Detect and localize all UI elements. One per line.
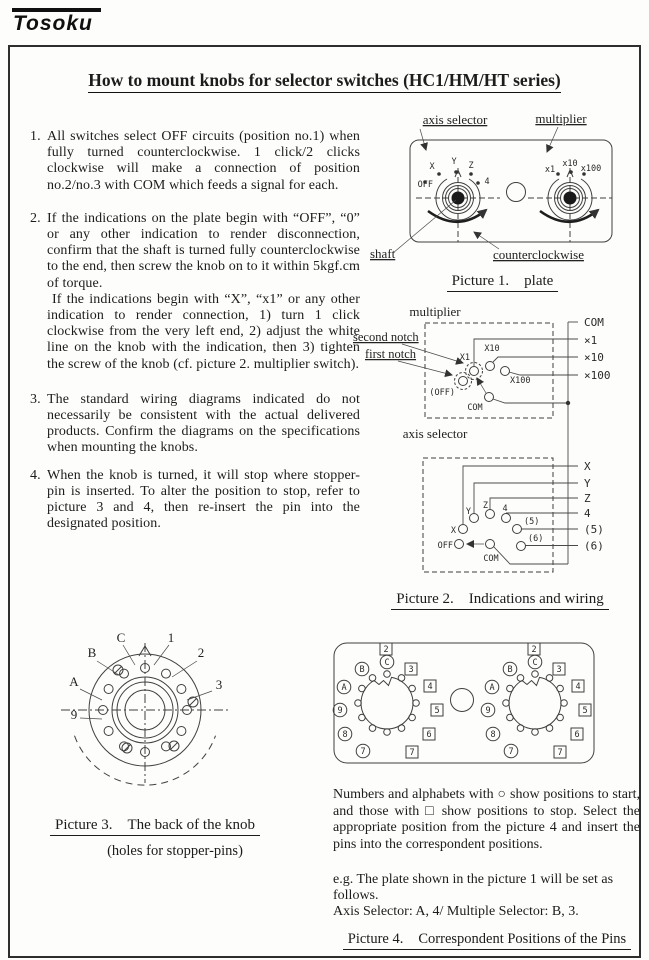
example-line: Axis Selector: A, 4/ Multiple Selector: B, 3. [333,904,579,920]
shaft-center [564,192,577,205]
start-position-markers [333,655,394,758]
contact-label: (OFF) [429,388,455,398]
contact-label: X10 [484,344,500,354]
shaft-label: shaft [370,246,396,261]
contact-label: (6) [528,534,544,544]
stop-position-label: 7 [557,748,563,758]
axis-position-label: Z [468,161,474,171]
picture2-wiring-diagram [340,300,645,588]
start-position-markers [481,655,542,758]
terminal-label: (6) [584,539,604,553]
axis-selector-label: axis selector [422,112,488,127]
instruction-item-4 [30,468,360,533]
stop-position-label: 5 [582,706,588,716]
contact-label: COM [483,554,499,564]
hole-label: 1 [167,630,175,645]
picture3-subcaption: (holes for stopper-pins) [107,843,243,859]
contact-x [459,525,468,534]
contact-6 [517,542,526,551]
contact-axis-com [486,540,495,549]
terminal-label: ×10 [584,351,604,364]
picture1-plate-diagram [360,106,645,266]
multiplier-label: multiplier [535,111,587,126]
instruction-text: If the indications begin with “X”, “x1” or any other indication to render connection, 1) turn 1 click clockwise from the very left end, 2) adjust the white line on the knob with the indication, then 3) tighten the screw of the knob (cf. picture 2. multiplier switch). [47,291,360,372]
stop-position-label: 2 [531,645,537,655]
instruction-list [30,129,360,532]
axis-selector-section-label: axis selector [402,426,468,441]
contact-label: X1 [459,353,470,363]
terminal-label: X [584,460,591,473]
counterclockwise-leader-arrow [474,232,499,249]
multiplier-section-label: multiplier [409,304,461,319]
stop-position-label: 3 [556,665,562,675]
page-title: How to mount knobs for selector switches (HC1/HM/HT series) [8,70,641,91]
contact-label: COM [467,403,483,413]
start-position-label: A [489,683,495,693]
terminal-label: 4 [584,507,591,520]
wire-x [463,466,578,524]
instruction-number: 4. [30,467,41,483]
pin-holes [503,671,568,736]
picture3-caption: Picture 3. The back of the knob [35,817,275,836]
second-notch-label: second notch [353,330,419,344]
contact-x1 [470,367,479,376]
picture1-caption: Picture 1. plate [360,273,645,292]
hole-label: C [116,630,126,645]
contact-label: 4 [502,504,508,514]
junction-dot [566,401,570,405]
instruction-item-1 [30,129,360,194]
stop-position-label: 4 [427,682,433,692]
example-note [333,872,640,921]
start-position-label: B [359,665,365,675]
picture4-caption: Picture 4. Correspondent Positions of the Pins [330,931,644,950]
stop-position-label: 6 [574,730,580,740]
start-position-label: 9 [485,706,491,716]
wire-x10 [493,357,578,362]
instruction-number: 1. [30,129,41,144]
contact-com [485,393,494,402]
plate-center-hole [507,183,526,202]
contact-label: Z [482,501,488,511]
multiplier-position-label: x100 [580,164,602,174]
stop-position-label: 6 [426,730,432,740]
start-position-label: 8 [490,730,496,740]
axis-position-label: Y [451,157,457,167]
multiplier-position-label: x1 [544,165,556,175]
terminal-label: Z [584,492,591,505]
lever-arrow [477,378,486,393]
hole-label: 2 [197,645,205,660]
pin-position-knob-left [333,643,443,758]
instruction-text: The standard wiring diagrams indicated do not necessarily be consistent with the actual delivered products. Confirm the diagrams on the specifications when mounting the knobs. [47,391,360,456]
start-position-label: 7 [360,747,366,757]
contact-label: Y [465,507,471,517]
contact-axis-off [455,540,464,549]
picture4-pin-positions-diagram [332,641,598,767]
instruction-text: When the knob is turned, it will stop where stopper-pin is inserted. To alter the position to stop, refer to picture 3 and 4, then re-insert the pin into the designated position. [47,467,360,532]
terminal-label: ×1 [584,334,598,347]
picture3-knob-back-diagram [35,623,330,813]
hole-leader [80,689,102,700]
contact-label: OFF [437,541,453,551]
start-position-label: 7 [508,747,514,757]
start-position-label: C [532,658,538,668]
terminal-label: ×100 [584,369,611,382]
hole-leader [80,718,102,719]
contact-label: X [450,526,456,536]
contact-x10 [486,362,495,371]
wire-axis-com [494,547,568,564]
pin-position-knob-right [481,643,591,758]
contact-4 [502,514,511,523]
legend-text: Numbers and alphabets with ○ show positions to start, and those with □ show positions to stop. Select the appropriate position from the picture 4 and insert the pins into the correspondent positions. [333,787,640,852]
contact-5 [513,525,522,534]
multiplier-knob [528,168,612,242]
instruction-number: 2. [30,210,41,226]
terminal-label: (5) [584,523,604,536]
start-position-label: C [384,658,390,668]
tosoku-logo [12,8,101,38]
tosoku-logo-text: Tosoku [12,8,101,38]
contact-x100 [501,367,510,376]
picture2-caption: Picture 2. Indications and wiring [355,591,645,610]
plate-outline [334,643,594,763]
contact-label: (5) [524,517,540,527]
example-line: e.g. The plate shown in the picture 1 will be set as follows. [333,872,614,904]
start-position-label: 8 [342,730,348,740]
axis-position-dots [423,170,586,185]
plate-outline [410,140,612,242]
instruction-number: 3. [30,391,41,407]
hole-label: A [69,674,79,689]
stop-position-label: 3 [408,665,414,675]
plate-center-hole [451,689,474,712]
contact-off [459,377,468,386]
hole-label: 3 [215,677,223,692]
start-position-label: A [341,683,347,693]
stop-position-label: 5 [434,706,440,716]
knob-body [361,677,413,729]
instruction-text: All switches select OFF circuits (position no.1) when fully turned counterclockwise. 1 click/2 clicks clockwise will make a connection of position no.2/no.3 with COM which feeds a signal for each. [47,129,360,193]
terminal-label: Y [584,477,591,490]
knob-body [509,677,561,729]
terminal-label: COM [584,316,604,329]
stop-position-label: 2 [383,645,389,655]
shaft-leader [393,200,456,253]
instruction-item-3 [30,392,360,457]
first-notch-label: first notch [365,347,417,361]
hole-label: B [87,645,97,660]
axis-position-label: OFF [417,180,433,190]
contact-label: X100 [510,376,531,386]
multiplier-position-label: x10 [562,159,578,169]
stop-position-label: 4 [575,682,581,692]
start-position-label: B [507,665,513,675]
instruction-item-2 [30,211,360,373]
hole-leader [97,661,119,675]
axis-position-label: 4 [484,177,490,187]
pin-holes [355,671,420,736]
wire-com [493,399,568,403]
instruction-text: If the indications on the plate begin with “OFF”, “0” or any other indication to render disconnection, confirm that the shaft is turned fully counterclockwise to the end, then screw the knob on to it within 5kgf.cm of torque. [47,210,360,291]
counterclockwise-label: counterclockwise [493,247,584,262]
axis-position-label: X [429,162,435,172]
stop-position-label: 7 [409,748,415,758]
legend-note [333,787,640,853]
first-notch-marker [455,373,472,390]
hole-label: 9 [70,707,78,722]
start-position-label: 9 [337,706,343,716]
